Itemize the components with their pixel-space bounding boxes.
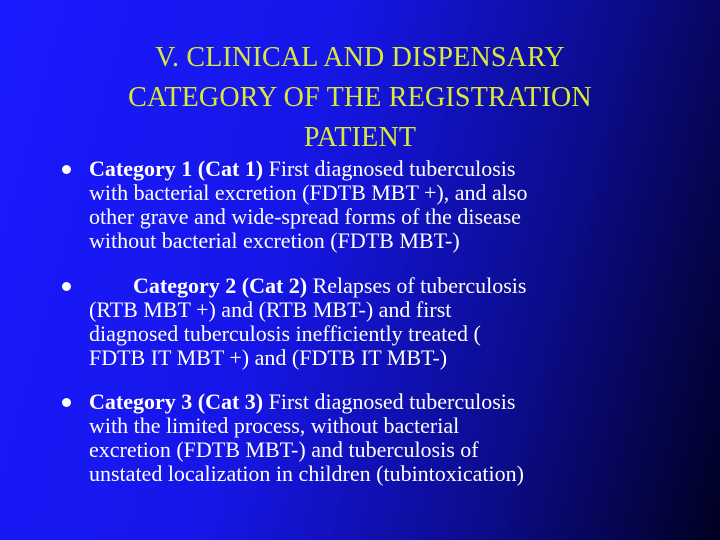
category-label: Category 2 (Cat 2) <box>133 273 308 298</box>
category-label: Category 3 (Cat 3) <box>89 389 264 414</box>
bullet-text <box>89 157 669 253</box>
bullet-line: diagnosed tuberculosis inefficiently treated ( <box>89 321 481 346</box>
bullet-dot-icon <box>62 282 71 291</box>
bullet-line: with bacterial excretion (FDTB MBT +), and also <box>89 180 528 205</box>
bullet-line: FDTB IT MBT +) and (FDTB IT MBT-) <box>89 345 448 370</box>
bullet-line-text: First diagnosed tuberculosis <box>263 389 516 414</box>
category-label: Category 1 (Cat 1) <box>89 156 264 181</box>
bullet-line: without bacterial excretion (FDTB MBT-) <box>89 228 460 253</box>
bullet-dot-icon <box>62 398 71 407</box>
bullet-text <box>89 390 669 486</box>
bullet-line: unstated localization in children (tubintoxication) <box>89 461 524 486</box>
bullet-text <box>89 274 669 370</box>
bullet-line-text: First diagnosed tuberculosis <box>263 156 516 181</box>
bullet-line: with the limited process, without bacterial <box>89 413 460 438</box>
bullet-dot-icon <box>62 165 71 174</box>
bullet-line <box>89 274 669 298</box>
bullet-line-text: Relapses of tuberculosis <box>307 273 527 298</box>
bullet-line: (RTB MBT +) and (RTB MBT-) and first <box>89 297 452 322</box>
bullet-line <box>89 157 669 181</box>
title-line-3: PATIENT <box>303 122 417 153</box>
bullet-line: other grave and wide-spread forms of the disease <box>89 204 521 229</box>
title-line-1: V. CLINICAL AND DISPENSARY <box>155 42 565 73</box>
title-line-2: CATEGORY OF THE REGISTRATION <box>128 82 592 113</box>
bullet-line: excretion (FDTB MBT-) and tuberculosis of <box>89 437 479 462</box>
bullet-line <box>89 390 669 414</box>
